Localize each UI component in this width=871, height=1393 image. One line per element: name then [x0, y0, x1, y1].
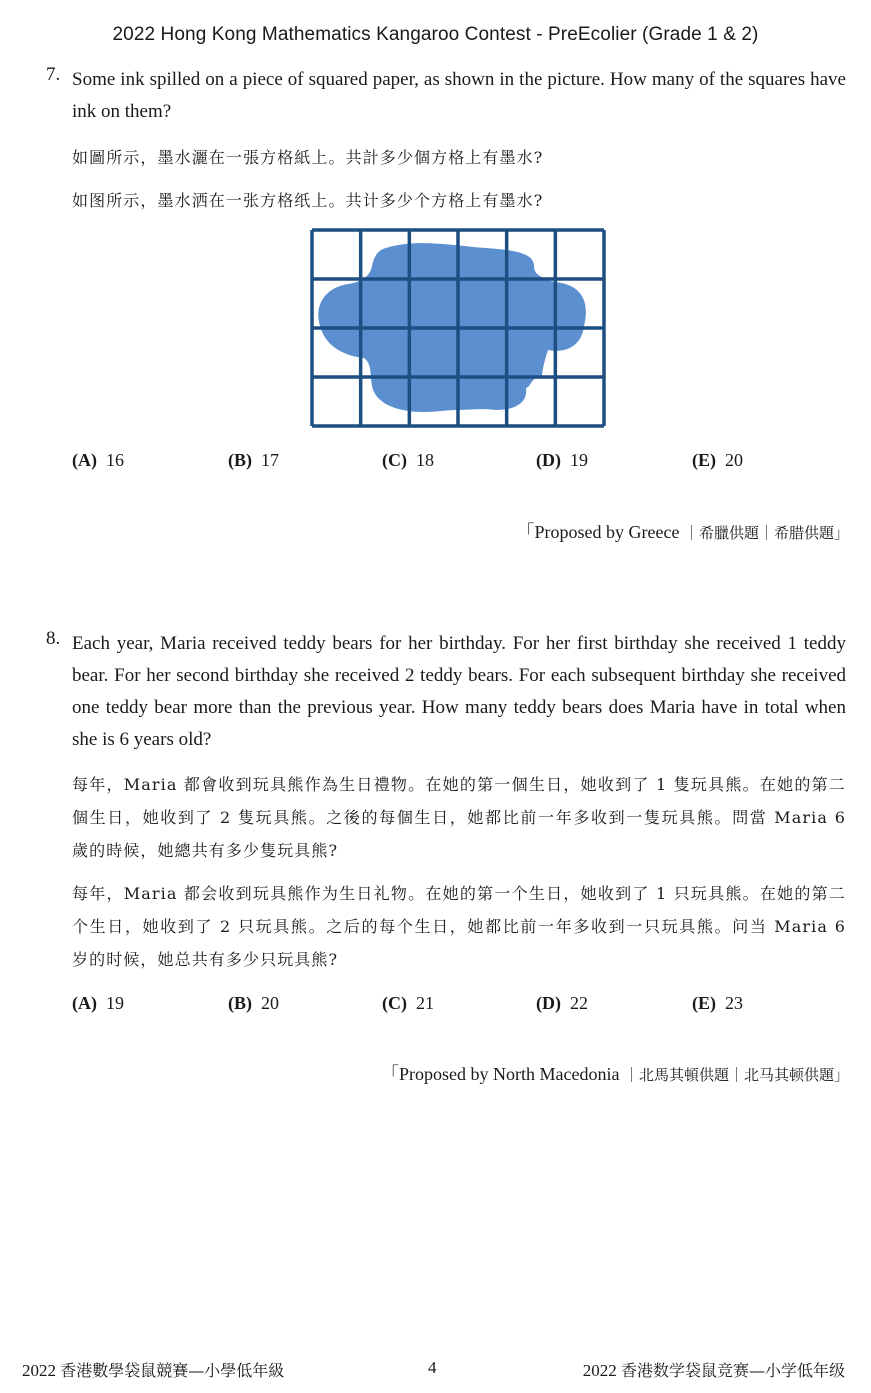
option-letter: (C): [382, 450, 407, 470]
option-value: 20: [261, 993, 279, 1013]
footer-right-title: 香港数学袋鼠竞赛—小学低年级: [620, 1361, 845, 1380]
question-text-english: Some ink spilled on a piece of squared paper, as shown in the picture. How many of the squares have ink on them?: [72, 69, 846, 122]
option-letter: (E): [692, 450, 716, 470]
option-letter: (A): [72, 450, 97, 470]
option-e[interactable]: [692, 993, 743, 1014]
page-number: 4: [428, 1358, 437, 1377]
option-value: 20: [725, 450, 743, 470]
proposed-english: 「Proposed by North Macedonia: [381, 1064, 620, 1084]
ink-on-grid-figure: [306, 226, 610, 432]
question-text-english: Each year, Maria received teddy bears for her birthday. For her first birthday she received 1 teddy bear. For her second birthday she received 2 teddy bears. For each subsequent birthday she received one teddy bear more than the previous year. How many teddy bears does Maria have in total when she is 6 years old?: [72, 633, 846, 750]
option-c[interactable]: [382, 450, 434, 471]
option-value: 17: [261, 450, 279, 470]
proposed-by-q7: [517, 518, 849, 544]
footer-left-year: 2022: [22, 1361, 56, 1380]
option-a[interactable]: [72, 450, 124, 471]
option-letter: (D): [536, 993, 561, 1013]
footer-right: [583, 1358, 845, 1381]
option-value: 21: [416, 993, 434, 1013]
proposed-chinese: ｜北馬其頓供題｜北马其顿供題」: [623, 1066, 849, 1084]
option-value: 18: [416, 450, 434, 470]
question-text-simplified-chinese: 每年，Maria 都会收到玩具熊作为生日礼物。在她的第一个生日，她收到了 1 只玩具熊。在她的第二个生日，她收到了 2 只玩具熊。之后的每个生日，她都比前一年多收到一只玩具熊。问当 Maria 6 岁的时候，她总共有多少只玩具熊?: [72, 884, 846, 969]
question-7: [46, 64, 846, 217]
question-text-simplified-chinese: 如图所示，墨水洒在一张方格纸上。共计多少个方格上有墨水?: [72, 191, 544, 210]
footer-right-year: 2022: [582, 1361, 617, 1380]
grid-lines: [312, 230, 604, 426]
footer-left: [22, 1358, 284, 1381]
option-d[interactable]: [536, 993, 588, 1014]
option-letter: (E): [692, 993, 716, 1013]
option-e[interactable]: [692, 450, 743, 471]
option-value: 19: [106, 993, 124, 1013]
option-letter: (C): [382, 993, 407, 1013]
question-number: 8.: [46, 628, 61, 649]
proposed-chinese: ｜希臘供題｜希腊供題」: [683, 524, 849, 542]
option-value: 22: [570, 993, 588, 1013]
option-letter: (A): [72, 993, 97, 1013]
question-number: 7.: [46, 64, 61, 85]
option-value: 16: [106, 450, 124, 470]
question-text-traditional-chinese: 如圖所示，墨水灑在一張方格紙上。共計多少個方格上有墨水?: [72, 148, 544, 167]
option-letter: (D): [536, 450, 561, 470]
footer-left-title: 香港數學袋鼠競賽—小學低年級: [60, 1361, 285, 1380]
option-a[interactable]: [72, 993, 124, 1014]
question-8: [46, 628, 846, 976]
option-c[interactable]: [382, 993, 434, 1014]
option-value: 19: [570, 450, 588, 470]
option-b[interactable]: [228, 993, 279, 1014]
option-value: 23: [725, 993, 743, 1013]
option-d[interactable]: [536, 450, 588, 471]
option-b[interactable]: [228, 450, 279, 471]
proposed-english: 「Proposed by Greece: [516, 522, 680, 542]
question-text-traditional-chinese: 每年，Maria 都會收到玩具熊作為生日禮物。在她的第一個生日，她收到了 1 隻玩具熊。在她的第二個生日，她收到了 2 隻玩具熊。之後的每個生日，她都比前一年多收到一隻玩具熊。問當 Maria 6 歲的時候，她總共有多少隻玩具熊?: [72, 775, 846, 860]
option-letter: (B): [228, 450, 252, 470]
proposed-by-q8: [381, 1060, 849, 1086]
option-letter: (B): [228, 993, 252, 1013]
page-header: 2022 Hong Kong Mathematics Kangaroo Contest - PreEcolier (Grade 1 & 2): [112, 24, 759, 45]
